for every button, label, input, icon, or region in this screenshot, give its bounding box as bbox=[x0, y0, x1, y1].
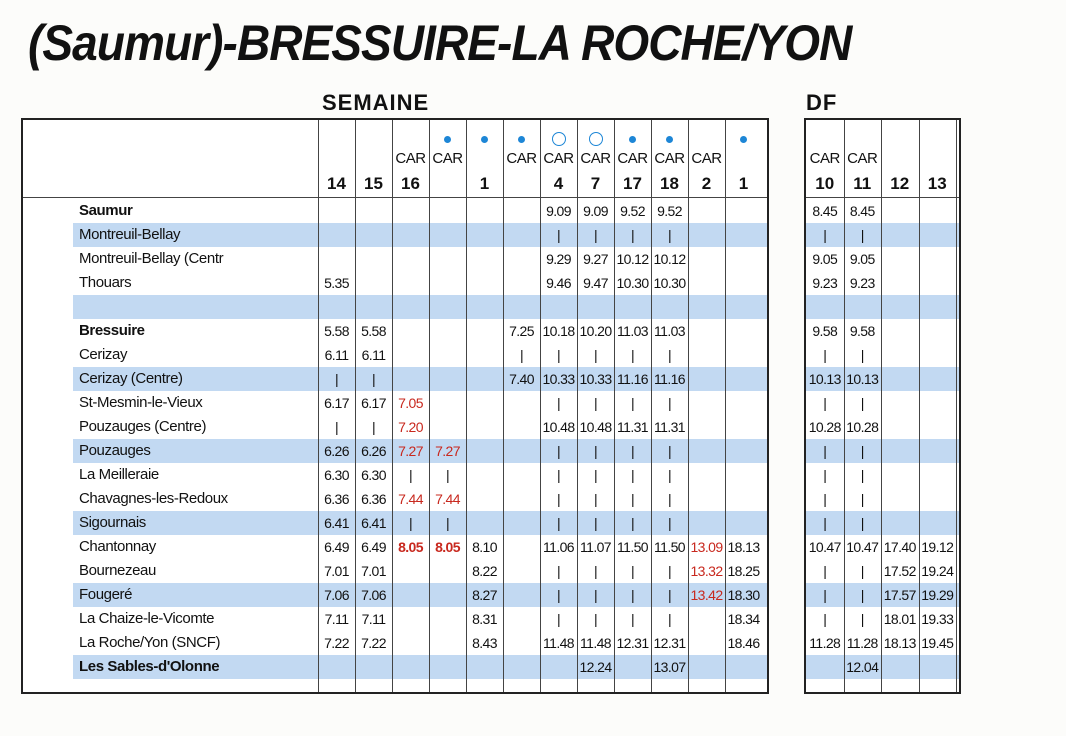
time-cell: | bbox=[667, 587, 672, 603]
time-cell: 7.40 bbox=[509, 371, 534, 387]
time-cell: 9.05 bbox=[812, 251, 838, 267]
time-cell: | bbox=[556, 587, 561, 603]
time-cell: 6.11 bbox=[361, 347, 386, 363]
station-name: La Chaize-le-Vicomte bbox=[79, 610, 215, 627]
column-number: 16 bbox=[401, 174, 420, 193]
time-cell: 7.44 bbox=[398, 491, 423, 507]
time-cell: 9.46 bbox=[546, 275, 571, 291]
time-cell: 18.25 bbox=[727, 563, 760, 579]
column-number: 2 bbox=[701, 174, 712, 193]
column-car-label: CAR bbox=[654, 150, 685, 167]
column-number: 13 bbox=[927, 174, 947, 193]
time-cell: 10.28 bbox=[808, 419, 841, 435]
time-cell: 7.11 bbox=[361, 611, 386, 627]
section-label-semaine: SEMAINE bbox=[322, 90, 430, 115]
time-cell: | bbox=[593, 347, 598, 363]
time-cell: | bbox=[823, 587, 827, 603]
column-number: 12 bbox=[890, 174, 910, 193]
time-cell: 17.57 bbox=[883, 587, 916, 603]
time-cell: | bbox=[823, 515, 827, 531]
time-cell: 18.34 bbox=[727, 611, 760, 627]
station-name: La Meilleraie bbox=[79, 466, 159, 483]
column-number: 1 bbox=[738, 174, 749, 193]
time-cell: | bbox=[593, 227, 598, 243]
column-divider bbox=[956, 120, 957, 692]
time-cell: 8.27 bbox=[472, 587, 497, 603]
time-cell: | bbox=[823, 395, 827, 411]
time-cell: | bbox=[593, 515, 598, 531]
time-cell: 6.26 bbox=[361, 443, 386, 459]
time-cell: 10.30 bbox=[616, 275, 649, 291]
time-cell: | bbox=[630, 467, 635, 483]
time-cell: 10.48 bbox=[542, 419, 575, 435]
time-cell: 7.20 bbox=[398, 419, 423, 435]
time-cell: 9.23 bbox=[812, 275, 838, 291]
row-band bbox=[806, 295, 959, 319]
column-car-label: CAR bbox=[395, 150, 426, 167]
column-divider bbox=[503, 120, 504, 692]
time-cell: | bbox=[860, 515, 864, 531]
time-cell: | bbox=[667, 491, 672, 507]
time-cell: 7.44 bbox=[435, 491, 460, 507]
station-name: Saumur bbox=[79, 202, 133, 219]
time-cell: | bbox=[593, 587, 598, 603]
time-cell: 10.20 bbox=[579, 323, 612, 339]
time-cell: | bbox=[445, 515, 450, 531]
time-cell: 5.35 bbox=[324, 275, 349, 291]
time-cell: | bbox=[630, 347, 635, 363]
column-number: 18 bbox=[660, 174, 679, 193]
time-cell: 17.40 bbox=[883, 539, 916, 555]
time-cell: | bbox=[860, 347, 864, 363]
column-number: 11 bbox=[853, 174, 872, 193]
time-cell: 8.45 bbox=[849, 203, 875, 219]
time-cell: | bbox=[667, 227, 672, 243]
time-cell: | bbox=[556, 467, 561, 483]
time-cell: | bbox=[408, 515, 413, 531]
time-cell: 6.17 bbox=[361, 395, 386, 411]
time-cell: 6.49 bbox=[361, 539, 386, 555]
time-cell: 11.06 bbox=[543, 539, 574, 555]
time-cell: | bbox=[593, 443, 598, 459]
time-cell: | bbox=[556, 227, 561, 243]
time-cell: 10.47 bbox=[846, 539, 879, 555]
time-cell: 7.27 bbox=[435, 443, 460, 459]
time-cell: 19.12 bbox=[921, 539, 954, 555]
time-cell: | bbox=[823, 611, 827, 627]
time-cell: | bbox=[860, 563, 864, 579]
column-divider bbox=[429, 120, 430, 692]
time-cell: 9.52 bbox=[657, 203, 682, 219]
service-circle-icon bbox=[552, 132, 566, 146]
time-cell: 6.30 bbox=[324, 467, 349, 483]
time-cell: 18.13 bbox=[883, 635, 916, 651]
time-cell: | bbox=[519, 347, 524, 363]
time-cell: 5.58 bbox=[361, 323, 386, 339]
service-dot-icon bbox=[481, 136, 488, 143]
time-cell: 10.48 bbox=[579, 419, 612, 435]
time-cell: | bbox=[334, 419, 339, 435]
column-number: 7 bbox=[590, 174, 601, 193]
time-cell: | bbox=[667, 515, 672, 531]
time-cell: 11.28 bbox=[809, 635, 841, 651]
time-cell: | bbox=[556, 611, 561, 627]
time-cell: | bbox=[823, 491, 827, 507]
time-cell: 19.33 bbox=[921, 611, 954, 627]
time-cell: 10.13 bbox=[846, 371, 879, 387]
time-cell: 11.16 bbox=[654, 371, 685, 387]
time-cell: 9.58 bbox=[849, 323, 875, 339]
time-cell: | bbox=[667, 395, 672, 411]
station-name: Cerizay (Centre) bbox=[79, 370, 183, 387]
time-cell: 11.48 bbox=[580, 635, 611, 651]
time-cell: 6.30 bbox=[361, 467, 386, 483]
time-cell: 5.58 bbox=[324, 323, 349, 339]
time-cell: | bbox=[860, 611, 864, 627]
service-dot-icon bbox=[666, 136, 673, 143]
column-number: 14 bbox=[327, 174, 346, 193]
time-cell: 13.32 bbox=[690, 563, 723, 579]
time-cell: 18.30 bbox=[727, 587, 760, 603]
time-cell: 10.18 bbox=[542, 323, 575, 339]
station-name: Les Sables-d'Olonne bbox=[79, 658, 220, 675]
station-name: Pouzauges bbox=[79, 442, 151, 459]
time-cell: | bbox=[630, 587, 635, 603]
time-cell: 19.45 bbox=[921, 635, 954, 651]
time-cell: | bbox=[860, 395, 864, 411]
time-cell: 8.22 bbox=[472, 563, 497, 579]
time-cell: 7.06 bbox=[324, 587, 349, 603]
time-cell: | bbox=[823, 443, 827, 459]
column-car-label: CAR bbox=[543, 150, 574, 167]
time-cell: 8.31 bbox=[472, 611, 497, 627]
time-cell: | bbox=[667, 443, 672, 459]
time-cell: 10.33 bbox=[579, 371, 612, 387]
time-cell: | bbox=[630, 443, 635, 459]
time-cell: 6.36 bbox=[324, 491, 349, 507]
time-cell: 13.09 bbox=[690, 539, 723, 555]
time-cell: 7.06 bbox=[361, 587, 386, 603]
time-cell: 10.13 bbox=[808, 371, 841, 387]
time-cell: 7.27 bbox=[398, 443, 423, 459]
time-cell: 13.42 bbox=[690, 587, 723, 603]
station-name: La Roche/Yon (SNCF) bbox=[79, 634, 221, 651]
time-cell: | bbox=[860, 587, 864, 603]
time-cell: 11.03 bbox=[617, 323, 648, 339]
row-band bbox=[73, 295, 767, 319]
time-cell: 6.17 bbox=[324, 395, 349, 411]
column-car-label: CAR bbox=[809, 150, 840, 167]
time-cell: 8.05 bbox=[398, 539, 423, 555]
time-cell: 11.07 bbox=[580, 539, 611, 555]
time-cell: 6.11 bbox=[324, 347, 349, 363]
page-title: (Saumur)-BRESSUIRE-LA ROCHE/YON bbox=[28, 15, 852, 71]
time-cell: 10.28 bbox=[846, 419, 879, 435]
time-cell: | bbox=[593, 563, 598, 579]
time-cell: 7.05 bbox=[398, 395, 423, 411]
time-cell: | bbox=[630, 491, 635, 507]
time-cell: 12.31 bbox=[616, 635, 649, 651]
time-cell: | bbox=[667, 467, 672, 483]
time-cell: 18.13 bbox=[727, 539, 760, 555]
time-cell: 10.47 bbox=[808, 539, 841, 555]
time-cell: 12.31 bbox=[653, 635, 686, 651]
time-cell: 6.26 bbox=[324, 443, 349, 459]
time-cell: 11.50 bbox=[617, 539, 648, 555]
time-cell: 9.58 bbox=[812, 323, 838, 339]
time-cell: | bbox=[667, 563, 672, 579]
time-cell: | bbox=[823, 467, 827, 483]
station-name: Bressuire bbox=[79, 322, 145, 339]
time-cell: | bbox=[556, 395, 561, 411]
time-cell: 6.41 bbox=[361, 515, 386, 531]
time-cell: 7.01 bbox=[324, 563, 349, 579]
time-cell: | bbox=[860, 491, 864, 507]
time-cell: 9.47 bbox=[583, 275, 608, 291]
time-cell: 10.12 bbox=[653, 251, 686, 267]
station-name: Pouzauges (Centre) bbox=[79, 418, 207, 435]
time-cell: | bbox=[556, 347, 561, 363]
time-cell: 6.41 bbox=[324, 515, 349, 531]
time-cell: 11.28 bbox=[846, 635, 878, 651]
time-cell: 9.29 bbox=[546, 251, 571, 267]
time-cell: 6.36 bbox=[361, 491, 386, 507]
row-band bbox=[806, 655, 959, 679]
column-car-label: CAR bbox=[847, 150, 878, 167]
service-dot-icon bbox=[629, 136, 636, 143]
time-cell: 9.27 bbox=[583, 251, 608, 267]
time-cell: 7.11 bbox=[324, 611, 349, 627]
time-cell: 18.46 bbox=[727, 635, 760, 651]
time-cell: | bbox=[556, 515, 561, 531]
time-cell: 9.09 bbox=[583, 203, 608, 219]
time-cell: | bbox=[823, 563, 827, 579]
time-cell: 12.04 bbox=[846, 659, 879, 675]
time-cell: 11.31 bbox=[617, 419, 648, 435]
service-dot-icon bbox=[740, 136, 747, 143]
time-cell: 7.22 bbox=[361, 635, 386, 651]
time-cell: 11.16 bbox=[617, 371, 648, 387]
time-cell: | bbox=[860, 467, 864, 483]
time-cell: 11.48 bbox=[543, 635, 574, 651]
time-cell: | bbox=[630, 515, 635, 531]
time-cell: | bbox=[593, 395, 598, 411]
time-cell: 17.52 bbox=[883, 563, 916, 579]
time-cell: | bbox=[823, 347, 827, 363]
timetable-df bbox=[804, 118, 961, 694]
time-cell: | bbox=[593, 491, 598, 507]
time-cell: 8.43 bbox=[472, 635, 497, 651]
time-cell: | bbox=[408, 467, 413, 483]
time-cell: 10.12 bbox=[616, 251, 649, 267]
time-cell: 19.29 bbox=[921, 587, 954, 603]
column-car-label: CAR bbox=[506, 150, 537, 167]
time-cell: 6.49 bbox=[324, 539, 349, 555]
station-name: Sigournais bbox=[79, 514, 146, 531]
time-cell: | bbox=[371, 419, 376, 435]
column-number: 10 bbox=[815, 174, 835, 193]
time-cell: 13.07 bbox=[653, 659, 686, 675]
time-cell: 9.09 bbox=[546, 203, 571, 219]
station-name: Chantonnay bbox=[79, 538, 156, 555]
timetable-semaine bbox=[21, 118, 769, 694]
time-cell: | bbox=[630, 611, 635, 627]
station-name: Montreuil-Bellay (Centr bbox=[79, 250, 224, 267]
time-cell: 19.24 bbox=[921, 563, 954, 579]
station-name: Chavagnes-les-Redoux bbox=[79, 490, 228, 507]
station-name: Bournezeau bbox=[79, 562, 156, 579]
column-car-label: CAR bbox=[691, 150, 722, 167]
service-dot-icon bbox=[444, 136, 451, 143]
section-label-df: DF bbox=[806, 90, 838, 115]
column-car-label: CAR bbox=[432, 150, 463, 167]
service-circle-icon bbox=[589, 132, 603, 146]
time-cell: | bbox=[556, 443, 561, 459]
time-cell: 12.24 bbox=[579, 659, 612, 675]
time-cell: | bbox=[667, 611, 672, 627]
time-cell: 9.52 bbox=[620, 203, 645, 219]
time-cell: | bbox=[556, 491, 561, 507]
time-cell: | bbox=[630, 563, 635, 579]
time-cell: 9.05 bbox=[849, 251, 875, 267]
time-cell: 18.01 bbox=[883, 611, 916, 627]
time-cell: 9.23 bbox=[849, 275, 875, 291]
time-cell: | bbox=[667, 347, 672, 363]
time-cell: 10.30 bbox=[653, 275, 686, 291]
time-cell: 11.03 bbox=[654, 323, 685, 339]
column-number: 15 bbox=[364, 174, 383, 193]
time-cell: 10.33 bbox=[542, 371, 575, 387]
time-cell: 8.10 bbox=[472, 539, 497, 555]
column-car-label: CAR bbox=[617, 150, 648, 167]
time-cell: 11.31 bbox=[654, 419, 685, 435]
time-cell: 11.50 bbox=[654, 539, 685, 555]
time-cell: | bbox=[630, 227, 635, 243]
time-cell: | bbox=[445, 467, 450, 483]
station-name: St-Mesmin-le-Vieux bbox=[79, 394, 203, 411]
station-name: Montreuil-Bellay bbox=[79, 226, 181, 243]
station-name: Thouars bbox=[79, 274, 132, 291]
time-cell: 7.22 bbox=[324, 635, 349, 651]
time-cell: | bbox=[860, 443, 864, 459]
time-cell: | bbox=[860, 227, 864, 243]
station-name: Cerizay bbox=[79, 346, 128, 363]
column-number: 17 bbox=[623, 174, 642, 193]
time-cell: | bbox=[371, 371, 376, 387]
time-cell: 8.05 bbox=[435, 539, 460, 555]
time-cell: | bbox=[630, 395, 635, 411]
time-cell: | bbox=[556, 563, 561, 579]
station-name: Fougeré bbox=[79, 586, 133, 603]
time-cell: 7.25 bbox=[509, 323, 534, 339]
time-cell: 7.01 bbox=[361, 563, 386, 579]
column-number: 1 bbox=[479, 174, 490, 193]
column-number: 4 bbox=[553, 174, 564, 193]
time-cell: | bbox=[334, 371, 339, 387]
time-cell: 8.45 bbox=[812, 203, 838, 219]
service-dot-icon bbox=[518, 136, 525, 143]
column-car-label: CAR bbox=[580, 150, 611, 167]
time-cell: | bbox=[823, 227, 827, 243]
time-cell: | bbox=[593, 467, 598, 483]
time-cell: | bbox=[593, 611, 598, 627]
